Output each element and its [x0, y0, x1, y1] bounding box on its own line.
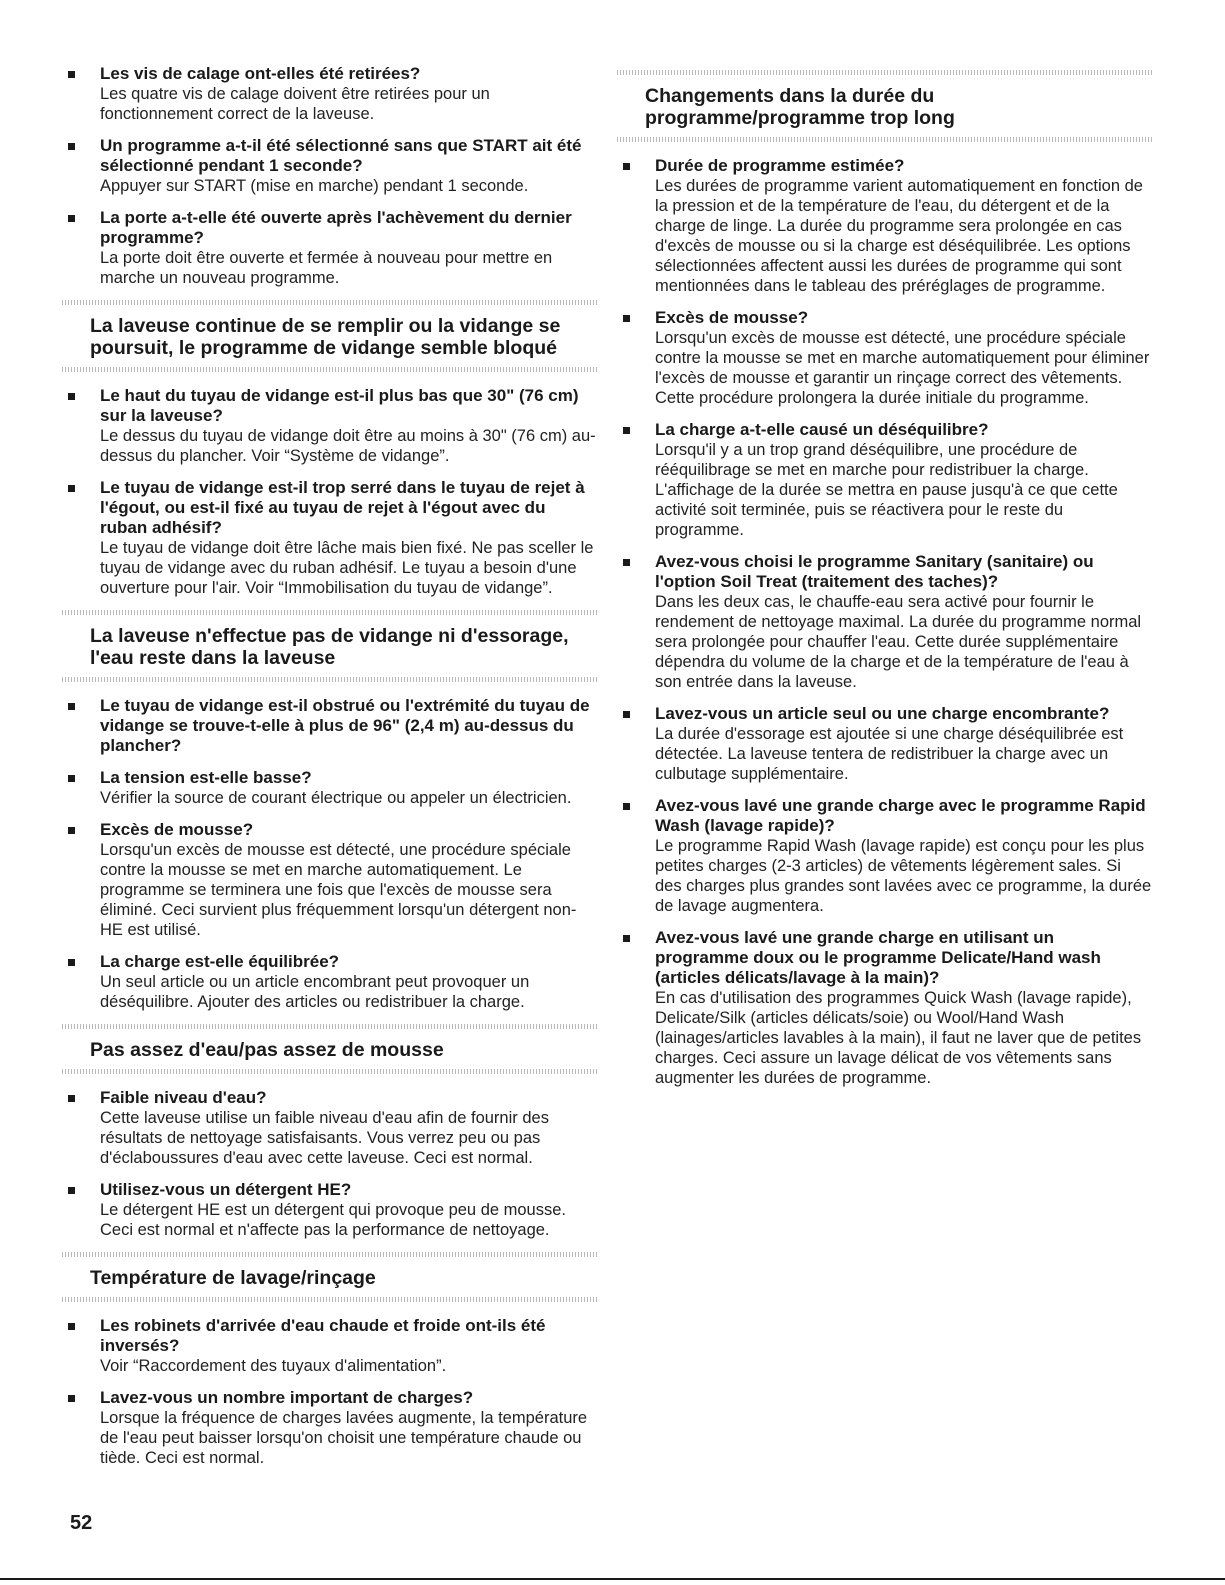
faq-question: Le tuyau de vidange est-il trop serré dans le tuyau de rejet à l'égout, ou est-il fixé au tuyau de rejet à l'égout avec du ruban adhésif? — [100, 478, 585, 537]
faq-question: Utilisez-vous un détergent HE? — [100, 1180, 352, 1199]
square-bullet-icon — [68, 485, 75, 492]
faq-item — [617, 552, 1152, 692]
section-title: La laveuse continue de se remplir ou la vidange se poursuit, le programme de vidange semble bloqué — [90, 315, 561, 359]
faq-item — [62, 386, 597, 466]
section-rule — [62, 1252, 597, 1257]
faq-item — [62, 478, 597, 598]
faq-question: Avez-vous choisi le programme Sanitary (sanitaire) ou l'option Soil Treat (traitement des taches)? — [655, 552, 1094, 591]
faq-question: Durée de programme estimée? — [655, 156, 905, 175]
section-rule — [617, 137, 1152, 142]
square-bullet-icon — [623, 427, 630, 434]
faq-item — [617, 308, 1152, 408]
square-bullet-icon — [68, 1187, 75, 1194]
section-header — [62, 300, 597, 372]
section-rule — [62, 300, 597, 305]
faq-item — [62, 1180, 597, 1240]
square-bullet-icon — [68, 215, 75, 222]
section-header — [617, 70, 1152, 142]
section-title: Température de lavage/rinçage — [90, 1267, 376, 1289]
faq-answer: Le détergent HE est un détergent qui provoque peu de mousse. Ceci est normal et n'affecte pas la performance de nettoyage. — [100, 1201, 566, 1239]
section-rule — [62, 1069, 597, 1074]
section-header — [62, 1252, 597, 1302]
left-column — [62, 64, 597, 1480]
section-rule — [62, 610, 597, 615]
square-bullet-icon — [623, 711, 630, 718]
faq-answer: Lorsqu'il y a un trop grand déséquilibre, une procédure de rééquilibrage se met en marche pour redistribuer la charge. L'affichage de la durée se mettra en pause jusqu'à ce que cette activité soit terminée, puis se réactivera pour le reste du programme. — [655, 441, 1118, 539]
faq-answer: Les quatre vis de calage doivent être retirées pour un fonctionnement correct de la laveuse. — [100, 85, 490, 123]
section-header — [62, 1024, 597, 1074]
faq-item — [617, 928, 1152, 1088]
section-rule — [62, 367, 597, 372]
faq-question: La charge a-t-elle causé un déséquilibre? — [655, 420, 989, 439]
faq-question: Lavez-vous un nombre important de charges? — [100, 1388, 474, 1407]
faq-answer: Cette laveuse utilise un faible niveau d'eau afin de fournir des résultats de nettoyage satisfaisants. Vous verrez peu ou pas d'éclaboussures d'eau avec cette laveuse. Ceci est normal. — [100, 1109, 549, 1167]
faq-answer: La porte doit être ouverte et fermée à nouveau pour mettre en marche un nouveau programme. — [100, 249, 553, 287]
faq-item — [62, 64, 597, 124]
faq-answer: Dans les deux cas, le chauffe-eau sera activé pour fournir le rendement de nettoyage maximal. La durée du programme normal sera prolongée pour chauffer l'eau. Cette durée supplémentaire dépendra du volume de la charge et de la température de l'eau à son entrée dans la laveuse. — [655, 593, 1142, 691]
faq-question: La tension est-elle basse? — [100, 768, 312, 787]
faq-question: Lavez-vous un article seul ou une charge encombrante? — [655, 704, 1110, 723]
faq-answer: Le tuyau de vidange doit être lâche mais bien fixé. Ne pas sceller le tuyau de vidange avec du ruban adhésif. Le tuyau a besoin d'une ouverture pour l'air. Voir “Immobilisation du tuyau de vidange”. — [100, 539, 594, 597]
faq-answer: Lorsqu'un excès de mousse est détecté, une procédure spéciale contre la mousse se met en marche automatiquement. Le programme se terminera une fois que l'excès de mousse sera éliminé. Ceci survient plus fréquemment lorsqu'un détergent non-HE est utilisé. — [100, 841, 577, 939]
right-column — [617, 70, 1152, 1100]
square-bullet-icon — [623, 559, 630, 566]
section-title: Changements dans la durée du programme/programme trop long — [645, 85, 955, 129]
bottom-rule — [0, 1578, 1225, 1580]
faq-question: Les vis de calage ont-elles été retirées? — [100, 64, 421, 83]
section-rule — [617, 70, 1152, 75]
faq-item — [62, 136, 597, 196]
faq-answer: Appuyer sur START (mise en marche) pendant 1 seconde. — [100, 177, 529, 195]
faq-question: Les robinets d'arrivée d'eau chaude et froide ont-ils été inversés? — [100, 1316, 546, 1355]
faq-question: Le tuyau de vidange est-il obstrué ou l'extrémité du tuyau de vidange se trouve-t-elle à plus de 96" (2,4 m) au-dessus du plancher? — [100, 696, 590, 755]
square-bullet-icon — [623, 803, 630, 810]
square-bullet-icon — [623, 935, 630, 942]
square-bullet-icon — [68, 143, 75, 150]
faq-item — [62, 696, 597, 756]
square-bullet-icon — [68, 71, 75, 78]
faq-item — [617, 420, 1152, 540]
faq-question: Le haut du tuyau de vidange est-il plus bas que 30" (76 cm) sur la laveuse? — [100, 386, 579, 425]
faq-question: La charge est-elle équilibrée? — [100, 952, 340, 971]
square-bullet-icon — [68, 703, 75, 710]
square-bullet-icon — [623, 163, 630, 170]
faq-answer: Lorsque la fréquence de charges lavées augmente, la température de l'eau peut baisser lorsqu'on choisit une température chaude ou tiède. Ceci est normal. — [100, 1409, 588, 1467]
section-title: Pas assez d'eau/pas assez de mousse — [90, 1039, 444, 1061]
square-bullet-icon — [68, 393, 75, 400]
square-bullet-icon — [623, 315, 630, 322]
faq-question: Un programme a-t-il été sélectionné sans que START ait été sélectionné pendant 1 seconde? — [100, 136, 582, 175]
faq-answer: Les durées de programme varient automatiquement en fonction de la pression et de la température de l'eau, du détergent et de la charge de linge. La durée du programme sera prolongée en cas d'excès de mousse ou si la charge est déséquilibrée. Les options sélectionnées affectent aussi les durées de programme qui sont mentionnées dans le tableau des préréglages de programme. — [655, 177, 1143, 295]
faq-item — [62, 1088, 597, 1168]
faq-answer: Le programme Rapid Wash (lavage rapide) est conçu pour les plus petites charges (2-3 articles) de vêtements légèrement sales. Si des charges plus grandes sont lavées avec ce programme, la durée de lavage augmentera. — [655, 837, 1152, 915]
square-bullet-icon — [68, 1323, 75, 1330]
faq-item — [62, 1316, 597, 1376]
faq-item — [62, 820, 597, 940]
faq-item — [617, 796, 1152, 916]
section-rule — [62, 677, 597, 682]
section-title: La laveuse n'effectue pas de vidange ni d'essorage, l'eau reste dans la laveuse — [90, 625, 569, 669]
faq-question: Excès de mousse? — [655, 308, 809, 327]
section-rule — [62, 1024, 597, 1029]
faq-answer: Vérifier la source de courant électrique ou appeler un électricien. — [100, 789, 572, 807]
faq-question: Faible niveau d'eau? — [100, 1088, 267, 1107]
page-number: 52 — [70, 1512, 93, 1534]
section-header — [62, 610, 597, 682]
square-bullet-icon — [68, 827, 75, 834]
faq-answer: Lorsqu'un excès de mousse est détecté, une procédure spéciale contre la mousse se met en marche automatiquement pour éliminer l'excès de mousse et garantir un rinçage correct des vêtements. Cette procédure prolongera la durée initiale du programme. — [655, 329, 1150, 407]
faq-answer: Voir “Raccordement des tuyaux d'alimentation”. — [100, 1357, 447, 1375]
faq-answer: Le dessus du tuyau de vidange doit être au moins à 30" (76 cm) au-dessus du plancher. Voir “Système de vidange”. — [100, 427, 596, 465]
faq-item — [62, 768, 597, 808]
faq-item — [62, 1388, 597, 1468]
faq-answer: Un seul article ou un article encombrant peut provoquer un déséquilibre. Ajouter des articles ou redistribuer la charge. — [100, 973, 530, 1011]
faq-answer: En cas d'utilisation des programmes Quick Wash (lavage rapide), Delicate/Silk (articles délicats/soie) ou Wool/Hand Wash (lainages/articles lavables à la main), il faut ne laver que de petites charges. Ceci assure un lavage délicat de vos vêtements sans augmenter les durées de programme. — [655, 989, 1142, 1087]
faq-answer: La durée d'essorage est ajoutée si une charge déséquilibrée est détectée. La laveuse tentera de redistribuer la charge avec un culbutage supplémentaire. — [655, 725, 1124, 783]
faq-item — [617, 156, 1152, 296]
faq-question: Avez-vous lavé une grande charge en utilisant un programme doux ou le programme Delicate/Hand wash (articles délicats/lavage à la main)? — [655, 928, 1101, 987]
faq-item — [62, 208, 597, 288]
square-bullet-icon — [68, 1095, 75, 1102]
section-rule — [62, 1297, 597, 1302]
faq-question: La porte a-t-elle été ouverte après l'achèvement du dernier programme? — [100, 208, 572, 247]
square-bullet-icon — [68, 959, 75, 966]
faq-question: Avez-vous lavé une grande charge avec le programme Rapid Wash (lavage rapide)? — [655, 796, 1146, 835]
square-bullet-icon — [68, 1395, 75, 1402]
faq-item — [62, 952, 597, 1012]
faq-question: Excès de mousse? — [100, 820, 254, 839]
faq-item — [617, 704, 1152, 784]
square-bullet-icon — [68, 775, 75, 782]
